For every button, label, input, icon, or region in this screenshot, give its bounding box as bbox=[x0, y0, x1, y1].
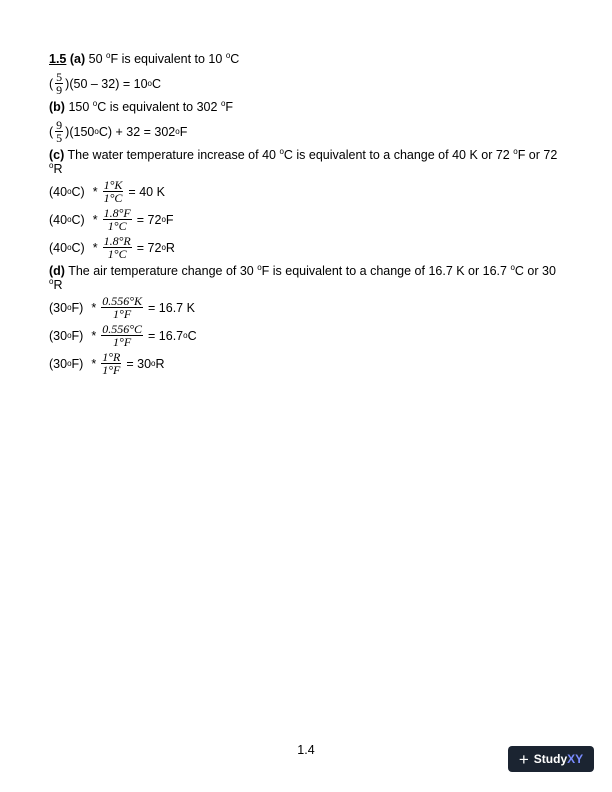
page-number: 1.4 bbox=[297, 743, 315, 757]
part-c-conversions bbox=[49, 179, 561, 260]
degree-sup: o bbox=[49, 277, 54, 286]
part-b-text: C is equivalent to 302 bbox=[97, 100, 221, 114]
fraction bbox=[55, 119, 63, 144]
conversion-quantity-unit: F) bbox=[71, 300, 84, 315]
part-a-statement bbox=[49, 52, 561, 67]
degree-sup: o bbox=[225, 51, 231, 60]
conversion-result: = 16.7 bbox=[148, 328, 184, 343]
degree-sup: o bbox=[513, 147, 518, 156]
part-b-calculation: ( $\frac{9}{5}$ )(150 o C) + 32 = 302 o F bbox=[49, 118, 188, 145]
factor-denominator: 1°C bbox=[107, 247, 127, 261]
conversion-row: (30 o F) * $\frac{0.556^\circ K}{1^\circ F}$ = 16.7 K bbox=[49, 294, 195, 321]
factor-denominator: 1°C bbox=[103, 191, 123, 205]
conversion-quantity: (40 bbox=[49, 184, 68, 199]
studyxy-logo[interactable] bbox=[508, 746, 594, 772]
calc-unit: C bbox=[151, 76, 161, 91]
part-d-text: F is equivalent to a change of 16.7 K or 16.7 bbox=[261, 264, 511, 278]
logo-brand-suffix: XY bbox=[567, 752, 584, 766]
multiply-operator: * bbox=[91, 300, 97, 315]
paren: ( bbox=[49, 76, 54, 91]
factor-numerator: 1°R bbox=[102, 350, 121, 364]
part-c-text: R bbox=[53, 162, 63, 176]
part-c-text: The water temperature increase of 40 bbox=[64, 148, 280, 162]
conversion-quantity-unit: C) bbox=[71, 240, 85, 255]
conversion-result: = 72 bbox=[136, 240, 162, 255]
calc-unit: F bbox=[179, 124, 188, 139]
conversion-quantity: (30 bbox=[49, 356, 68, 371]
conversion-factor bbox=[103, 207, 132, 232]
problem-number: 1.5 bbox=[49, 52, 67, 66]
factor-denominator: 1°F bbox=[102, 363, 121, 377]
multiply-operator: * bbox=[91, 356, 97, 371]
part-a-tag: (a) bbox=[69, 52, 86, 66]
factor-numerator: 1°K bbox=[103, 178, 123, 192]
conversion-quantity: (40 bbox=[49, 240, 68, 255]
degree-sup: o bbox=[510, 263, 515, 272]
part-d-text: The air temperature change of 30 bbox=[64, 264, 258, 278]
factor-numerator: 0.556°C bbox=[102, 322, 143, 336]
fraction-numerator: 9 bbox=[56, 118, 63, 132]
conversion-result: = 72 bbox=[136, 212, 162, 227]
degree-sup: o bbox=[220, 99, 226, 108]
conversion-result-unit: F bbox=[165, 212, 174, 227]
part-b-statement bbox=[49, 100, 561, 115]
part-a-text: F is equivalent to 10 bbox=[110, 52, 226, 66]
calc-text: C) + 32 = 302 bbox=[98, 124, 176, 139]
fraction bbox=[55, 71, 63, 96]
factor-denominator: 1°F bbox=[113, 307, 132, 321]
conversion-quantity: (40 bbox=[49, 212, 68, 227]
part-d-tag: (d) bbox=[49, 264, 65, 278]
conversion-result-unit: C bbox=[187, 328, 197, 343]
part-d-text: C or 30 bbox=[514, 264, 556, 278]
conversion-factor bbox=[101, 351, 121, 376]
factor-denominator: 1°F bbox=[113, 335, 132, 349]
degree-sup: o bbox=[49, 161, 54, 170]
conversion-quantity: (30 bbox=[49, 328, 68, 343]
conversion-row: (40 o C) * $\frac{1.8^\circ F}{1^\circ C}$ = 72 o F bbox=[49, 206, 174, 233]
calc-text: )(50 – 32) = 10 bbox=[65, 76, 148, 91]
part-b-text: 150 bbox=[64, 100, 93, 114]
multiply-operator: * bbox=[91, 328, 97, 343]
conversion-factor bbox=[103, 235, 132, 260]
factor-denominator: 1°C bbox=[107, 219, 127, 233]
conversion-quantity-unit: C) bbox=[71, 184, 85, 199]
logo-brand: Study bbox=[533, 752, 568, 766]
conversion-quantity: (30 bbox=[49, 300, 68, 315]
degree-sup: o bbox=[106, 51, 111, 60]
conversion-result: = 40 K bbox=[128, 184, 165, 199]
degree-sup: o bbox=[92, 99, 98, 108]
degree-sup: o bbox=[257, 263, 262, 272]
part-d-statement bbox=[49, 264, 561, 292]
part-c-tag: (c) bbox=[49, 148, 65, 162]
conversion-factor bbox=[101, 295, 143, 320]
multiply-operator: * bbox=[92, 212, 98, 227]
multiply-operator: * bbox=[92, 240, 98, 255]
factor-numerator: 0.556°K bbox=[102, 294, 143, 308]
part-a-text: C bbox=[230, 52, 240, 66]
conversion-row: (30 o F) * $\frac{1^\circ R}{1^\circ F}$ = 30 o R bbox=[49, 350, 165, 377]
solution-body bbox=[49, 52, 561, 376]
conversion-quantity-unit: C) bbox=[71, 212, 85, 227]
fraction-denominator: 9 bbox=[56, 83, 63, 97]
plus-icon: + bbox=[518, 749, 529, 769]
conversion-factor bbox=[103, 179, 124, 204]
conversion-result: = 30 bbox=[126, 356, 152, 371]
factor-numerator: 1.8°R bbox=[103, 234, 131, 248]
conversion-row: (30 o F) * $\frac{0.556^\circ C}{1^\circ F}$ = 16.7 o C bbox=[49, 322, 197, 349]
conversion-factor bbox=[101, 323, 143, 348]
calc-text: )(150 bbox=[65, 124, 95, 139]
factor-numerator: 1.8°F bbox=[103, 206, 131, 220]
degree-sup: o bbox=[279, 147, 284, 156]
fraction-numerator: 5 bbox=[56, 70, 63, 84]
part-d-text: R bbox=[53, 278, 63, 292]
part-d-conversions bbox=[49, 295, 561, 376]
part-b-tag: (b) bbox=[49, 100, 65, 114]
conversion-row: (40 o C) * $\frac{1.8^\circ R}{1^\circ C}$ = 72 o R bbox=[49, 234, 175, 261]
part-b-text: F bbox=[225, 100, 234, 114]
part-a-text: 50 bbox=[85, 52, 107, 66]
part-c-text: F or 72 bbox=[517, 148, 558, 162]
conversion-result-unit: R bbox=[165, 240, 175, 255]
part-a-calculation: ( $\frac{5}{9}$ )(50 – 32) = 10 o C bbox=[49, 70, 161, 97]
part-c-text: C is equivalent to a change of 40 K or 72 bbox=[283, 148, 514, 162]
paren: ( bbox=[49, 124, 54, 139]
part-c-statement bbox=[49, 148, 561, 176]
conversion-result: = 16.7 K bbox=[148, 300, 195, 315]
multiply-operator: * bbox=[92, 184, 98, 199]
conversion-quantity-unit: F) bbox=[71, 328, 84, 343]
conversion-result-unit: R bbox=[155, 356, 165, 371]
conversion-row: (40 o C) * $\frac{1^\circ K}{1^\circ C}$ = 40 K bbox=[49, 178, 165, 205]
conversion-quantity-unit: F) bbox=[71, 356, 84, 371]
fraction-denominator: 5 bbox=[56, 131, 63, 145]
